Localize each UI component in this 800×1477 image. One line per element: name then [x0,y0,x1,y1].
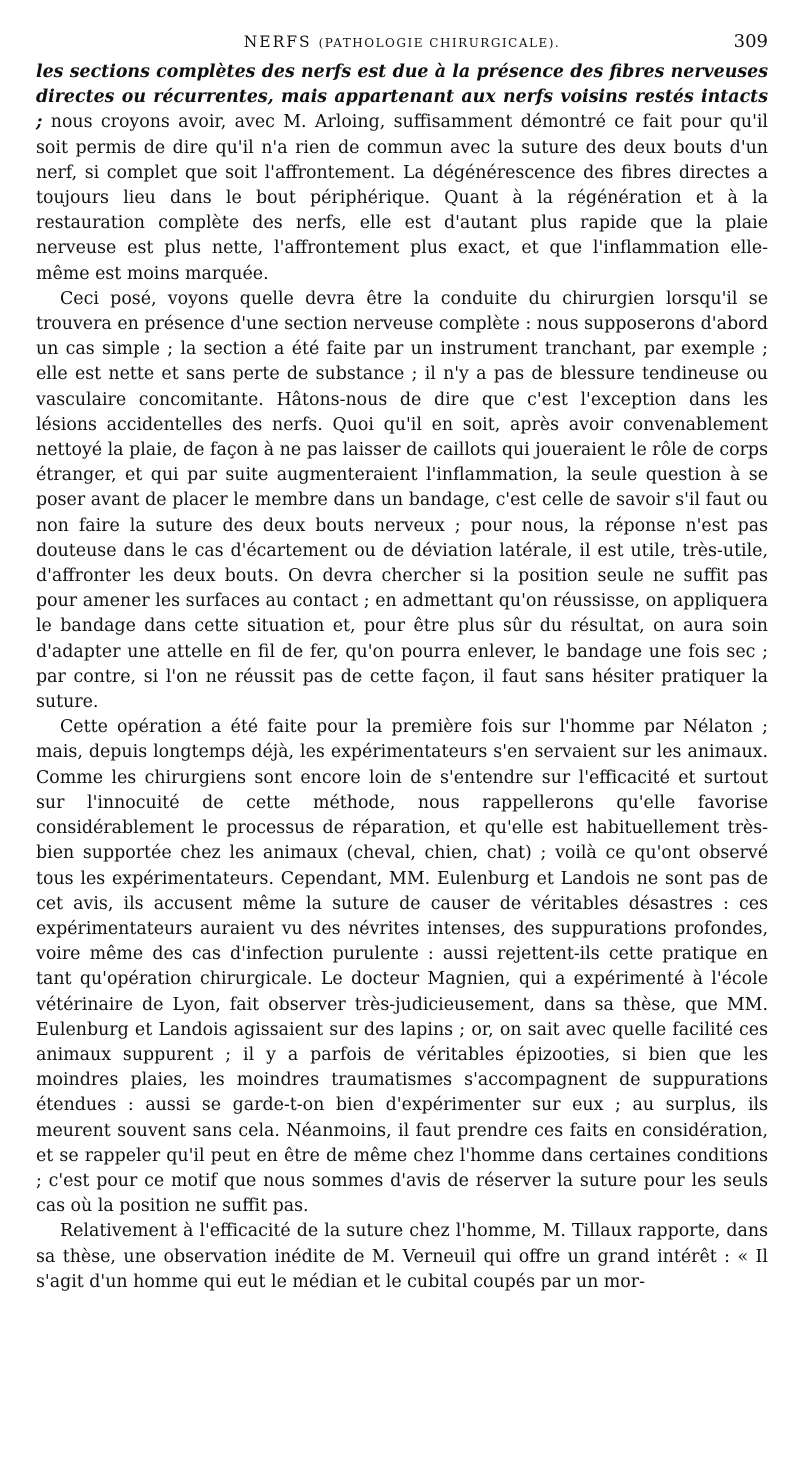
italic-continuation: les sections complètes des nerfs est due à la présence des fibres nerveuses directes ou récurrentes, mais appartenant aux nerfs voisins restés intacts ; [36,62,768,133]
running-head [36,28,768,56]
running-head-title: NERFS [243,33,312,51]
paragraph: Relativement à l'efficacité de la suture chez l'homme, M. Tillaux rapporte, dans sa thèse, une observation inédite de M. Verneuil qui offre un grand intérêt : « Il s'agit d'un homme qui eut le médian et le cubital coupés par un mor- [36,1221,768,1292]
book-page [36,28,768,1295]
body-text [36,60,768,1295]
page-number: 309 [733,31,768,52]
paragraph-text: nous croyons avoir, avec M. Arloing, suffisamment démontré ce fait pour qu'il soit permis de dire qu'il n'a rien de commun avec la suture des deux bouts d'un nerf, si complet que soit l'affrontement. La dégénérescence des fibres directes a toujours lieu dans le bout périphérique. Quant à la régénération et à la restauration complète des nerfs, elle est d'autant plus rapide que la plaie nerveuse est plus nette, l'affrontement plus exact, et que l'inflammation elle-même est moins marquée. [36,112,768,284]
paragraph-continued [36,60,768,287]
running-head-subtitle: (PATHOLOGIE CHIRURGICALE). [318,36,561,50]
paragraph: Cette opération a été faite pour la première fois sur l'homme par Nélaton ; mais, depuis longtemps déjà, les expérimentateurs s'en servaient sur les animaux. Comme les chirurgiens sont encore loin de s'entendre sur l'efficacité et surtout sur l'innocuité de cette méthode, nous rappellerons qu'elle favorise considérablement le processus de réparation, et qu'elle est habituellement très-bien supportée chez les animaux (cheval, chien, chat) ; voilà ce qu'ont observé tous les expérimentateurs. Cependant, MM. Eulenburg et Landois ne sont pas de cet avis, ils accusent même la suture de causer de véritables désastres : ces expérimentateurs auraient vu des névrites intenses, des suppurations profondes, voire même des cas d'infection purulente : aussi rejettent-ils cette pratique en tant qu'opération chirurgicale. Le docteur Magnien, qui a expérimenté à l'école vétérinaire de Lyon, fait observer très-judicieusement, dans sa thèse, que MM. Eulenburg et Landois agissaient sur des lapins ; or, on sait avec quelle facilité ces animaux suppurent ; il y a parfois de véritables épizooties, si bien que les moindres plaies, les moindres traumatismes s'accompagnent de suppurations étendues : aussi se garde-t-on bien d'expérimenter sur eux ; au surplus, ils meurent souvent sans cela. Néanmoins, il faut prendre ces faits en considération, et se rappeler qu'il peut en être de même chez l'homme dans certaines conditions ; c'est pour ce motif que nous sommes d'avis de réserver la suture pour les seuls cas où la position ne suffit pas. [36,717,768,1217]
paragraph: Ceci posé, voyons quelle devra être la conduite du chirurgien lorsqu'il se trouvera en présence d'une section nerveuse complète : nous supposerons d'abord un cas simple ; la section a été faite par un instrument tranchant, par exemple ; elle est nette et sans perte de substance ; il n'y a pas de blessure tendineuse ou vasculaire concomitante. Hâtons-nous de dire que c'est l'exception dans les lésions accidentelles des nerfs. Quoi qu'il en soit, après avoir convenablement nettoyé la plaie, de façon à ne pas laisser de caillots qui joueraient le rôle de corps étranger, et qui par suite augmenteraient l'inflammation, la seule question à se poser avant de placer le membre dans un bandage, c'est celle de savoir s'il faut ou non faire la suture des deux bouts nerveux ; pour nous, la réponse n'est pas douteuse dans le cas d'écartement ou de déviation latérale, il est utile, très-utile, d'affronter les deux bouts. On devra chercher si la position seule ne suffit pas pour amener les surfaces au contact ; en admettant qu'on réussisse, on appliquera le bandage dans cette situation et, pour être plus sûr du résultat, on aura soin d'adapter une attelle en fil de fer, qu'on pourra enlever, le bandage une fois sec ; par contre, si l'on ne réussit pas de cette façon, il faut sans hésiter pratiquer la suture. [36,288,768,713]
